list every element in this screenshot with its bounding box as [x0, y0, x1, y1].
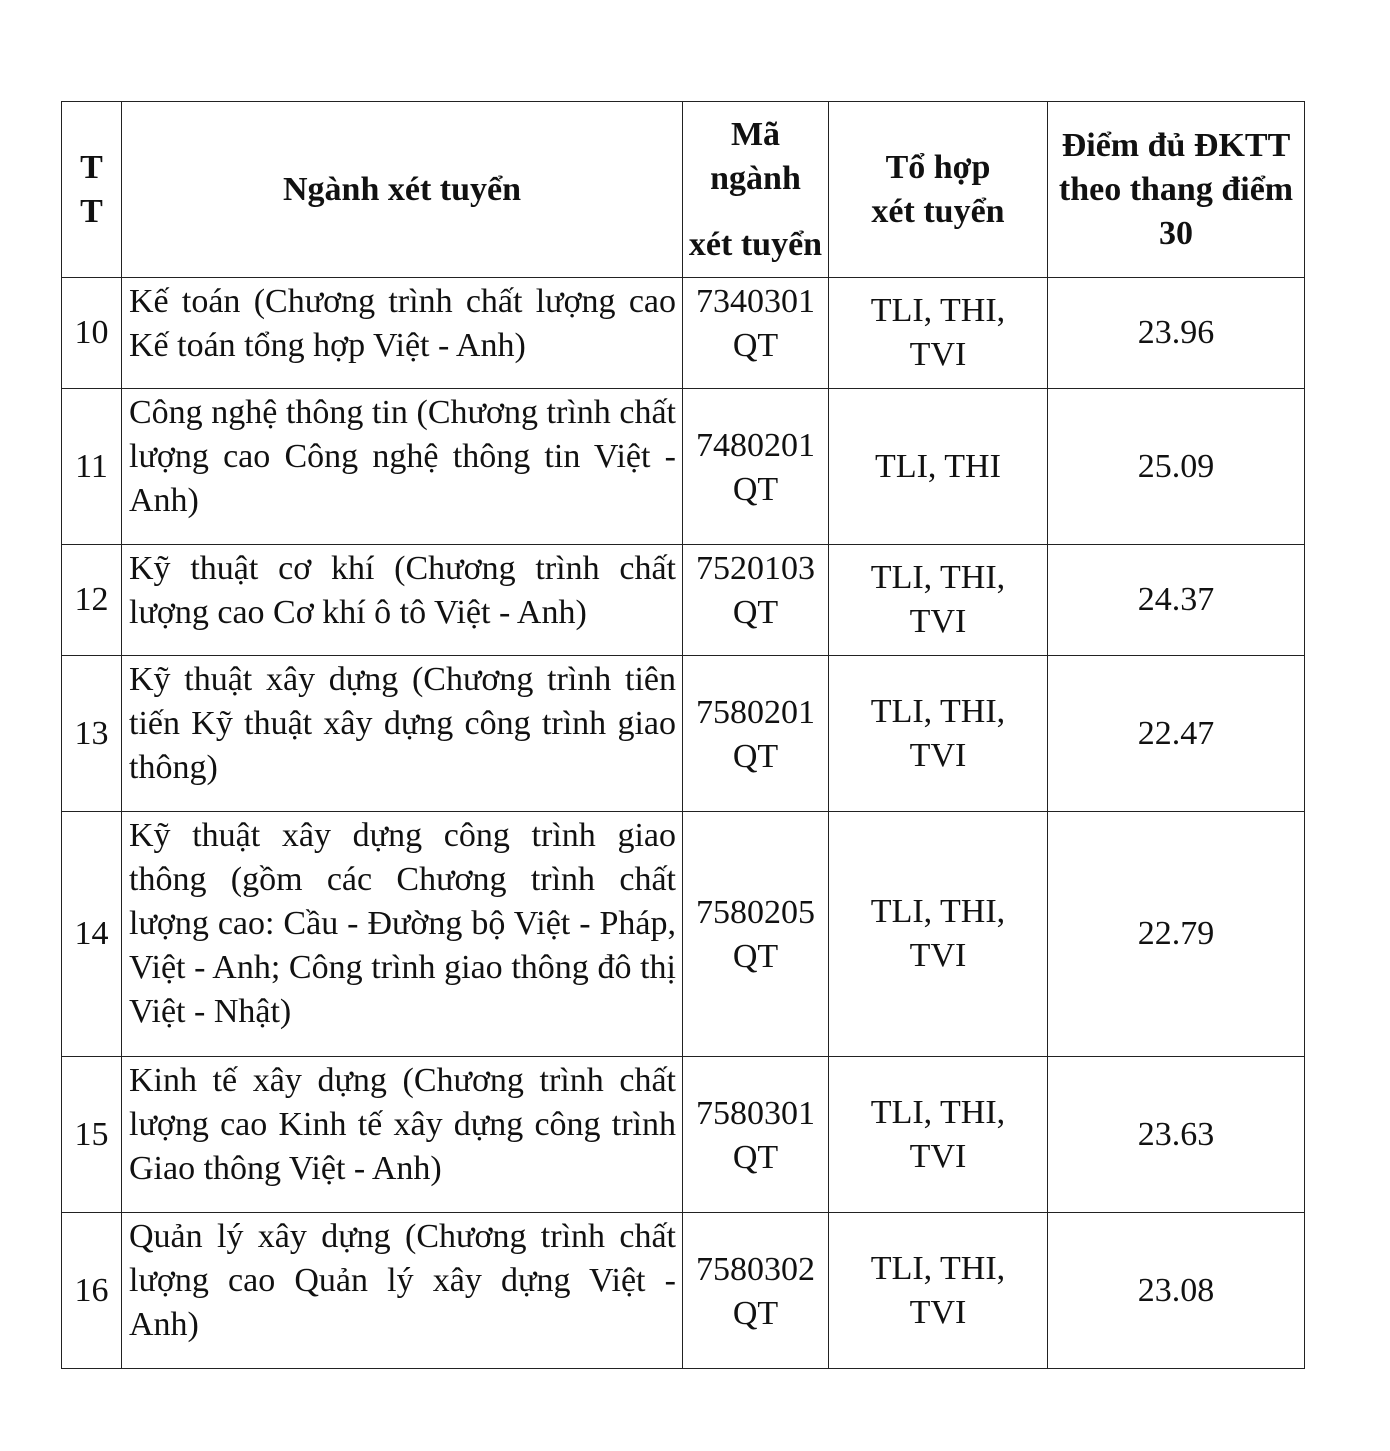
header-score-line3: 30 [1159, 214, 1193, 252]
row-code-suffix: QT [732, 737, 779, 775]
row-combo-line1: TLI, THI, [870, 559, 1006, 596]
row-code-number: 7580201 [696, 693, 815, 731]
row-code-suffix: QT [732, 327, 779, 364]
row-major: Kế toán (Chương trình chất lượng cao Kế toán tổng hợp Việt - Anh) [122, 278, 683, 389]
row-combo-line1: TLI, THI, [870, 1093, 1006, 1131]
table-row [62, 278, 1305, 389]
row-score: 23.08 [1048, 1213, 1305, 1369]
table-row [62, 1213, 1305, 1369]
row-code-number: 7340301 [696, 283, 815, 320]
table-body [62, 278, 1305, 1369]
row-major: Quản lý xây dựng (Chương trình chất lượng cao Quản lý xây dựng Việt - Anh) [122, 1213, 683, 1369]
row-combo-line2: TVI [909, 1293, 967, 1331]
row-code-number: 7580205 [696, 894, 815, 931]
row-combo-line1: TLI, THI [875, 447, 1001, 485]
row-combo [829, 278, 1048, 389]
header-code-line1: Mã [730, 115, 781, 153]
row-combo [829, 656, 1048, 812]
row-major: Kinh tế xây dựng (Chương trình chất lượng cao Kinh tế xây dựng công trình Giao thông Việt - Anh) [122, 1057, 683, 1213]
row-combo-line1: TLI, THI, [870, 292, 1006, 329]
row-combo-line2: TVI [909, 736, 967, 774]
row-combo-line2: TVI [909, 336, 967, 373]
row-score: 23.96 [1048, 278, 1305, 389]
row-major: Kỹ thuật xây dựng (Chương trình tiên tiến Kỹ thuật xây dựng công trình giao thông) [122, 656, 683, 812]
row-code [683, 1213, 829, 1369]
table-header [62, 102, 1305, 278]
row-code-suffix: QT [732, 1294, 779, 1332]
row-tt: 16 [62, 1213, 122, 1369]
header-row [62, 102, 1305, 278]
admissions-score-table [61, 101, 1305, 1369]
header-score [1048, 102, 1305, 278]
row-tt: 13 [62, 656, 122, 812]
row-tt: 11 [62, 389, 122, 545]
row-combo [829, 545, 1048, 656]
header-combo-line1: Tổ hợp [885, 148, 991, 186]
row-major: Công nghệ thông tin (Chương trình chất lượng cao Công nghệ thông tin Việt - Anh) [122, 389, 683, 545]
row-code [683, 545, 829, 656]
row-code [683, 389, 829, 545]
row-code-suffix: QT [732, 1138, 779, 1176]
row-code-suffix: QT [732, 938, 779, 975]
header-tt-line1: T [80, 148, 103, 186]
row-combo [829, 812, 1048, 1057]
table-row [62, 545, 1305, 656]
row-code [683, 656, 829, 812]
row-combo-line2: TVI [909, 1137, 967, 1175]
row-code [683, 1057, 829, 1213]
header-tt [62, 102, 122, 278]
row-code [683, 278, 829, 389]
header-score-line2: theo thang điểm [1058, 170, 1294, 208]
row-score: 22.79 [1048, 812, 1305, 1057]
row-combo-line1: TLI, THI, [870, 692, 1006, 730]
row-combo-line1: TLI, THI, [870, 893, 1006, 930]
table-row [62, 1057, 1305, 1213]
header-code-line3: xét tuyển [688, 225, 823, 263]
row-score: 22.47 [1048, 656, 1305, 812]
header-code [683, 102, 829, 278]
table-row [62, 812, 1305, 1057]
row-score: 25.09 [1048, 389, 1305, 545]
row-major: Kỹ thuật cơ khí (Chương trình chất lượng cao Cơ khí ô tô Việt - Anh) [122, 545, 683, 656]
row-code [683, 812, 829, 1057]
row-tt: 15 [62, 1057, 122, 1213]
row-combo-line2: TVI [909, 937, 967, 974]
header-score-line1: Điểm đủ ĐKTT [1061, 126, 1291, 164]
table-row [62, 656, 1305, 812]
row-combo [829, 389, 1048, 545]
row-combo-line1: TLI, THI, [870, 1249, 1006, 1287]
row-code-number: 7520103 [696, 550, 815, 587]
row-combo [829, 1213, 1048, 1369]
row-combo [829, 1057, 1048, 1213]
row-tt: 14 [62, 812, 122, 1057]
header-major: Ngành xét tuyển [122, 102, 683, 278]
row-score: 23.63 [1048, 1057, 1305, 1213]
row-code-suffix: QT [732, 594, 779, 631]
row-major: Kỹ thuật xây dựng công trình giao thông (gồm các Chương trình chất lượng cao: Cầu - Đường bộ Việt - Pháp, Việt - Anh; Công trình giao thông đô thị Việt - Nhật) [122, 812, 683, 1057]
row-code-number: 7480201 [696, 426, 815, 464]
row-combo-line2: TVI [909, 603, 967, 640]
table-row [62, 389, 1305, 545]
row-code-number: 7580301 [696, 1094, 815, 1132]
row-tt: 12 [62, 545, 122, 656]
row-code-number: 7580302 [696, 1250, 815, 1288]
row-score: 24.37 [1048, 545, 1305, 656]
row-code-suffix: QT [732, 470, 779, 508]
row-tt: 10 [62, 278, 122, 389]
header-code-line2: ngành [710, 159, 801, 197]
header-tt-line2: T [80, 192, 103, 230]
header-combo [829, 102, 1048, 278]
header-combo-line2: xét tuyển [871, 192, 1005, 230]
